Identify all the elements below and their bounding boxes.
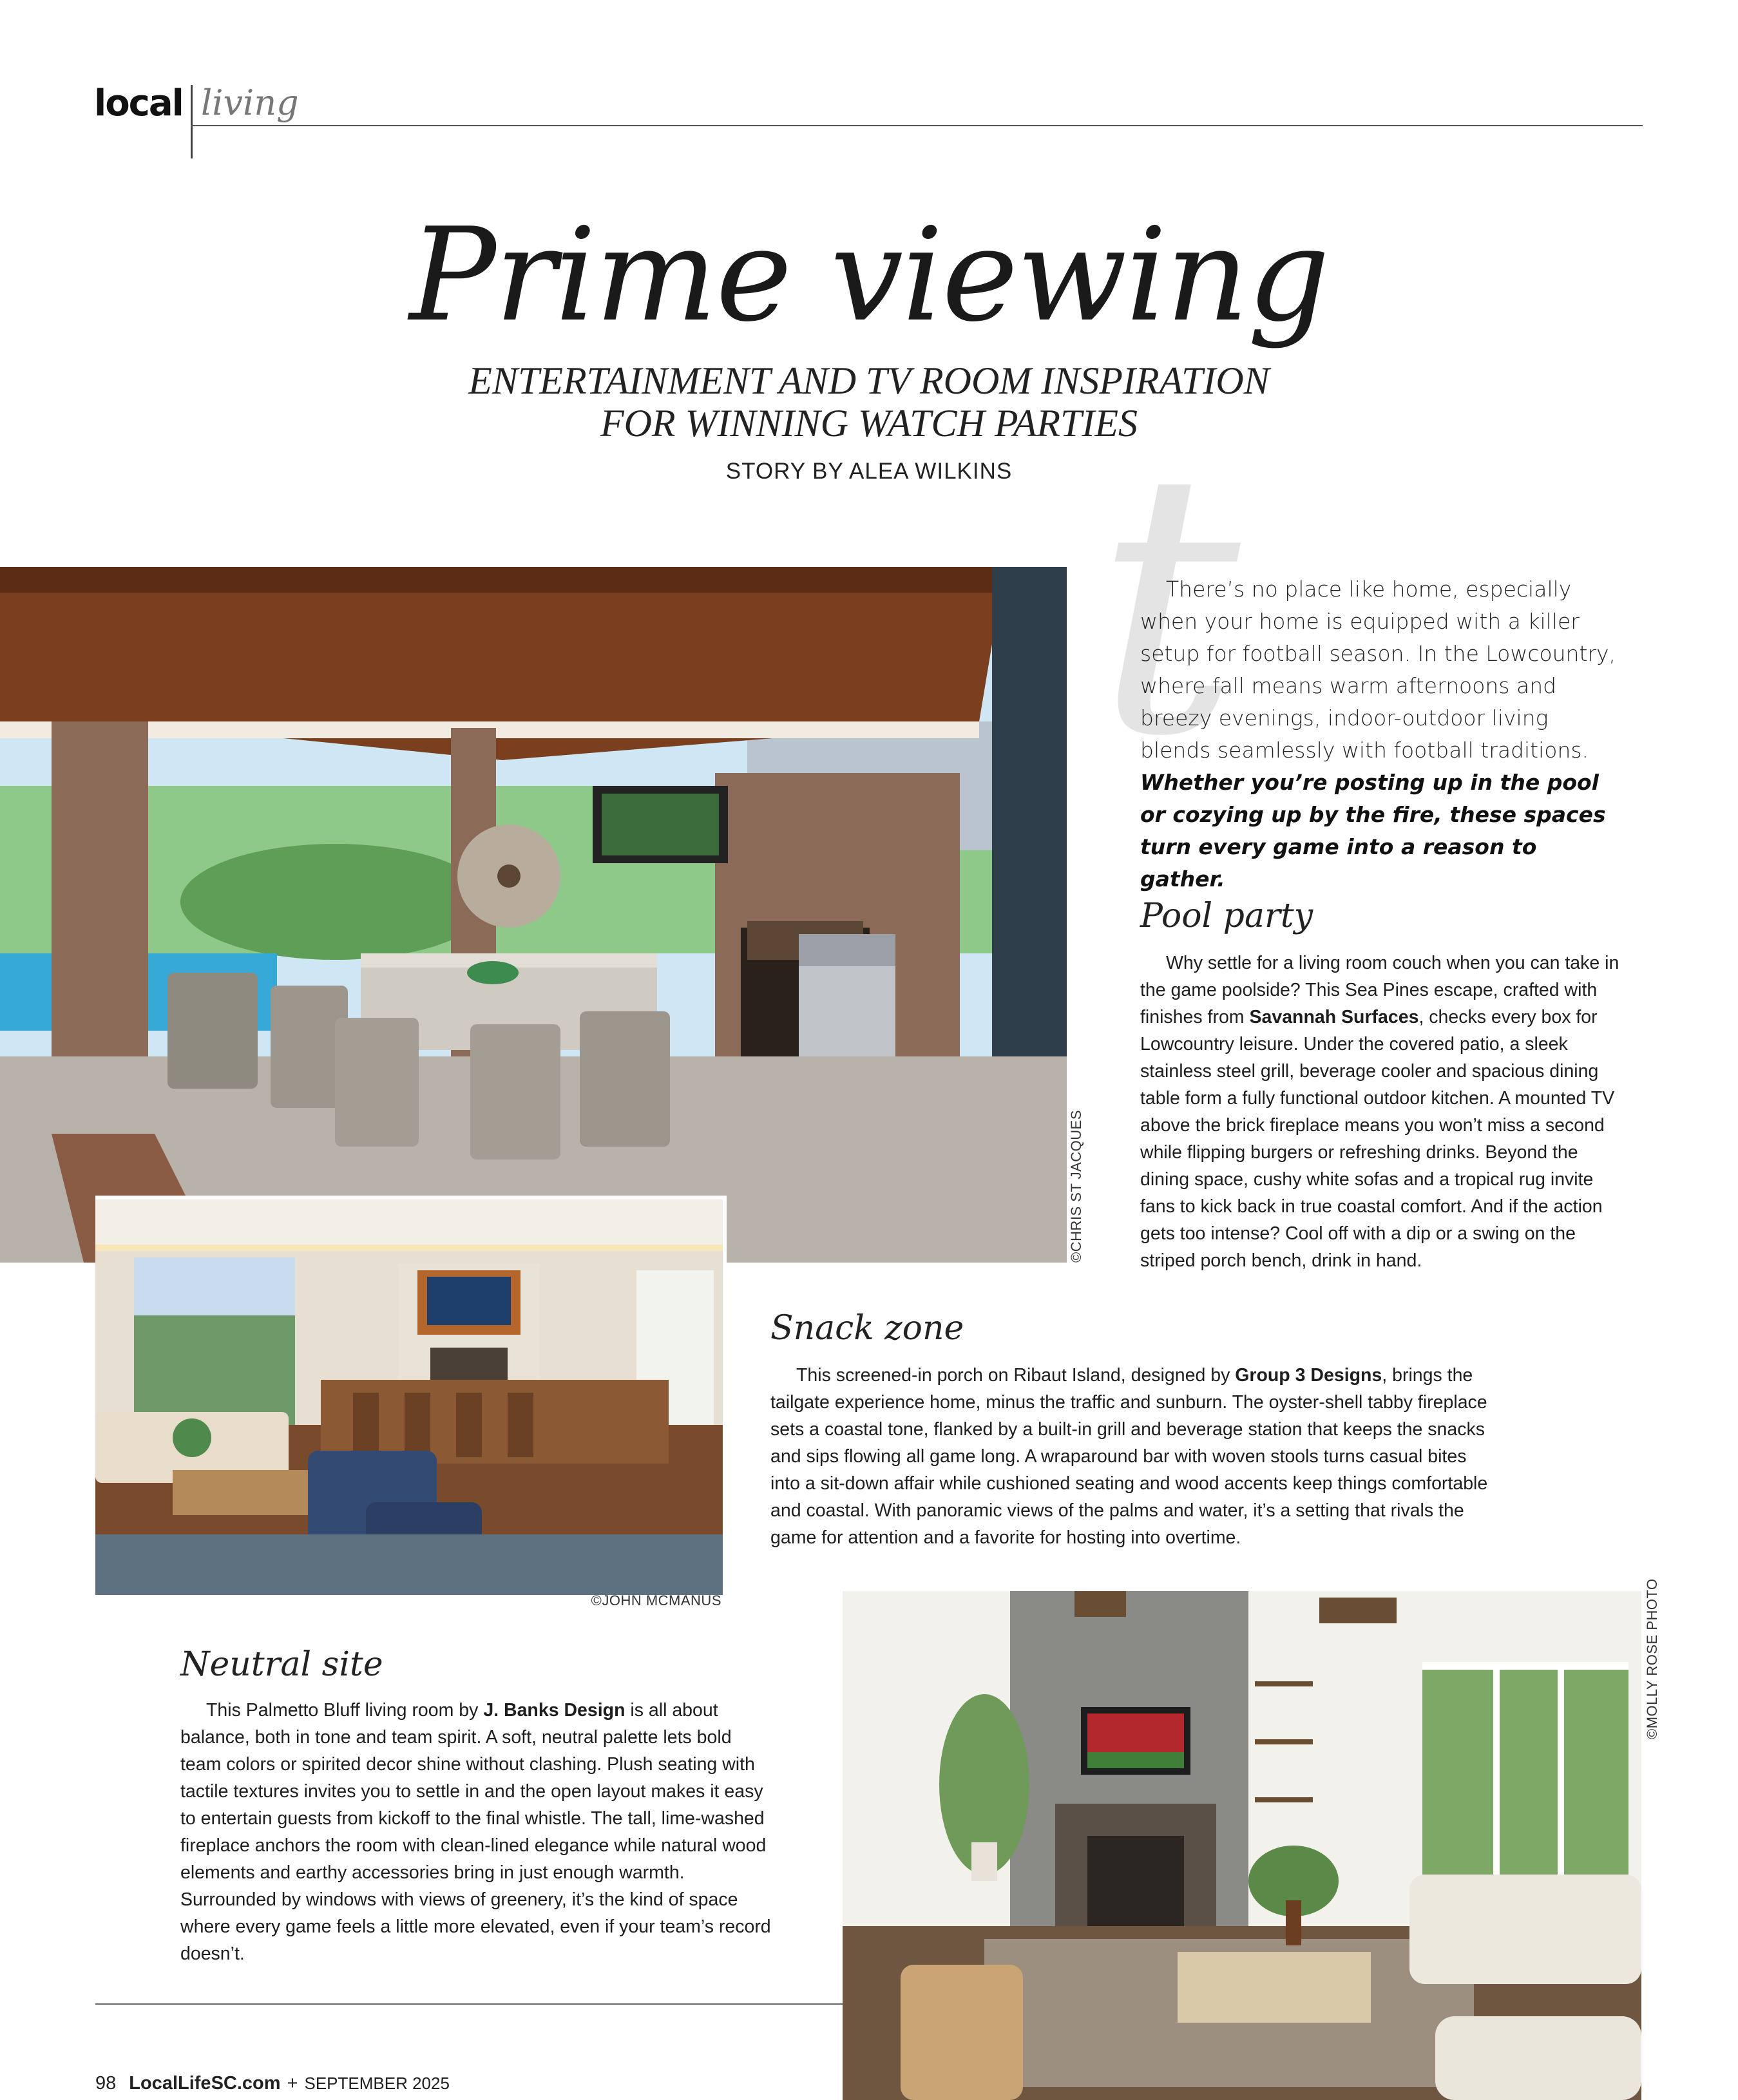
brand-divider (191, 85, 193, 158)
section-body-snack (770, 1362, 1498, 1551)
article-intro (1140, 573, 1623, 895)
outdoor-patio-illustration (0, 567, 1067, 1263)
drop-cap: t (1095, 396, 1241, 816)
neutral-text-b: is all about balance, both in tone and team spirit. A soft, neutral palette lets bold team colors or spirited decor shine without clashing. Plush seating with tactile textures invites you to settle in and the open layout makes it easy to entertain guests from kickoff to the final whistle. The tall, lime-washed fireplace anchors the room with clean-lined elegance while natural wood elements and earthy accessories bring in just enough warmth. Surrounded by windows with views of greenery, it’s the kind of space where every game feels a little more elevated, even if your team’s record doesn’t. (180, 1700, 771, 1964)
photo-credit-1: ©CHRIS ST JACQUES (1068, 1109, 1084, 1263)
article-subtitle (0, 359, 1738, 444)
snack-text-b: , brings the tailgate experience home, minus the traffic and sunburn. The oyster-shell tabby fireplace sets a coastal tone, flanked by a built-in grill and beverage station that keeps the snacks and sips flowing all game long. A wraparound bar with woven stools turns casual bites into a sit-down affair while cushioned seating and wood accents keep things comfortable and coastal. With panoramic views of the palms and water, it’s a setting that rivals the game for attention and a favorite for hosting into overtime. (770, 1365, 1488, 1548)
section-heading-pool: Pool party (1140, 897, 1313, 935)
photo-credit-3: ©MOLLY ROSE PHOTO (1644, 1578, 1660, 1739)
section-body-neutral (180, 1697, 773, 1967)
section-heading-snack: Snack zone (770, 1309, 964, 1348)
intro-bold-text: Whether you’re posting up in the pool or cozying up by the fire, these spaces turn every game into a reason to gather. (1140, 770, 1606, 892)
article-title: Prime viewing (409, 200, 1329, 350)
pool-text-a: Why settle for a living room couch when you can take in the game poolside? This Sea Pines escape, crafted with finishes from (1140, 953, 1619, 1027)
footer-separator: + (287, 2073, 298, 2094)
footer-rule (95, 2003, 843, 2005)
screened-porch-illustration (95, 1199, 723, 1595)
neutral-text-a: This Palmetto Bluff living room by (206, 1700, 484, 1721)
header-rule (191, 125, 1643, 126)
section-body-pool (1140, 950, 1630, 1274)
photo-screened-porch (95, 1196, 727, 1595)
neutral-designer-name: J. Banks Design (483, 1700, 625, 1721)
snack-text-a: This screened-in porch on Ribaut Island, designed by (796, 1365, 1236, 1386)
subtitle-line-2: FOR WINNING WATCH PARTIES (600, 402, 1138, 444)
pool-designer-name: Savannah Surfaces (1249, 1007, 1419, 1027)
living-room-illustration (843, 1591, 1641, 2100)
footer-site-link[interactable]: LocalLifeSC.com (129, 2073, 281, 2094)
subtitle-line-1: ENTERTAINMENT AND TV ROOM INSPIRATION (468, 359, 1270, 402)
photo-living-room (843, 1591, 1641, 2100)
intro-text: There’s no place like home, especially when your home is equipped with a killer setup for football season. In the Lowcountry, where fall means warm afternoons and breezy evenings, indoor-outdoor living blends seamlessly with football traditions. (1140, 577, 1616, 763)
snack-designer-name: Group 3 Designs (1235, 1365, 1382, 1386)
brand-local: local (94, 82, 183, 124)
section-label: living (201, 82, 299, 123)
pool-text-b: , checks every box for Lowcountry leisure. Under the covered patio, a sleek stainless steel grill, beverage cooler and spacious dining table form a fully functional outdoor kitchen. A mounted TV above the brick fireplace means you won’t miss a second while flipping burgers or refreshing drinks. Beyond the dining space, cushy white sofas and a tropical rug invite fans to kick back in true coastal comfort. And if the action gets too intense? Cool off with a dip or a swing on the striped porch bench, drink in hand. (1140, 1007, 1615, 1271)
photo-outdoor-patio (0, 567, 1067, 1263)
page-footer (95, 2073, 450, 2094)
byline: STORY BY ALEA WILKINS (725, 459, 1013, 484)
section-heading-neutral: Neutral site (180, 1645, 383, 1684)
photo-credit-2: ©JOHN MCMANUS (591, 1592, 721, 1608)
page-number: 98 (95, 2073, 117, 2094)
footer-issue-date: SEPTEMBER 2025 (304, 2074, 450, 2093)
